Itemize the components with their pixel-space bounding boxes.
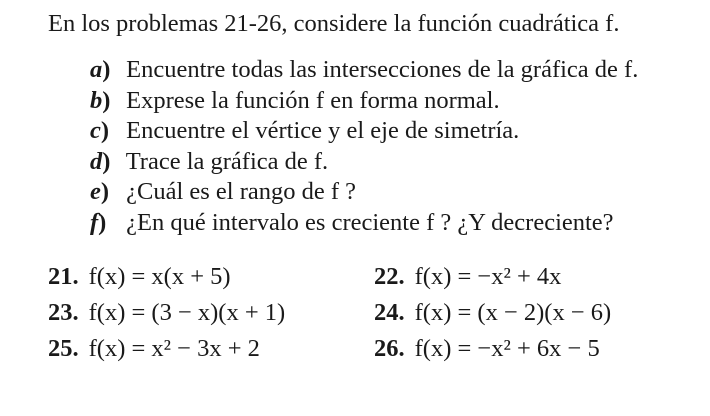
task-text: ¿En qué intervalo es creciente f ? ¿Y decreciente? [126,208,614,236]
problem-formula: f(x) = x(x + 5) [88,263,231,290]
problem-number: 24. [374,299,405,326]
problem-number: 22. [374,263,405,290]
intro-text: En los problemas 21-26, considere la función cuadrática f. [48,10,620,37]
task-letter: b) [90,86,111,114]
task-text: Trace la gráfica de f. [125,147,329,175]
intro-sentence [48,9,619,39]
task-letter: e) [90,178,110,206]
problem-number: 26. [374,335,405,362]
task-item-d [90,147,638,178]
task-item-c [90,116,638,147]
problem-formula: f(x) = x² − 3x + 2 [88,335,260,362]
problem-formula: f(x) = −x² + 4x [414,263,562,290]
problem-23 [48,298,285,328]
task-text: Encuentre todas las intersecciones de la gráfica de f. [126,56,639,83]
problem-formula: f(x) = (x − 2)(x − 6) [414,299,612,326]
task-text: Exprese la función f en forma normal. [126,86,500,114]
problem-21 [48,262,231,292]
problem-number: 21. [48,263,79,290]
task-item-b [90,86,638,117]
problem-22 [374,262,561,292]
task-list [90,55,638,239]
task-text: ¿Cuál es el rango de f ? [126,178,357,206]
task-letter: c) [90,117,110,145]
task-text: Encuentre el vértice y el eje de simetría. [126,117,520,145]
problem-26 [374,334,600,364]
task-letter: d) [90,147,111,175]
problem-formula: f(x) = −x² + 6x − 5 [414,335,600,362]
task-item-f [90,208,638,239]
task-item-a [90,55,638,86]
problem-24 [374,298,611,328]
task-letter: a) [90,56,111,83]
problem-formula: f(x) = (3 − x)(x + 1) [88,299,286,326]
problem-number: 25. [48,335,79,362]
problem-25 [48,334,260,364]
task-item-e [90,177,638,208]
problem-number: 23. [48,299,79,326]
task-letter: f) [90,208,107,236]
